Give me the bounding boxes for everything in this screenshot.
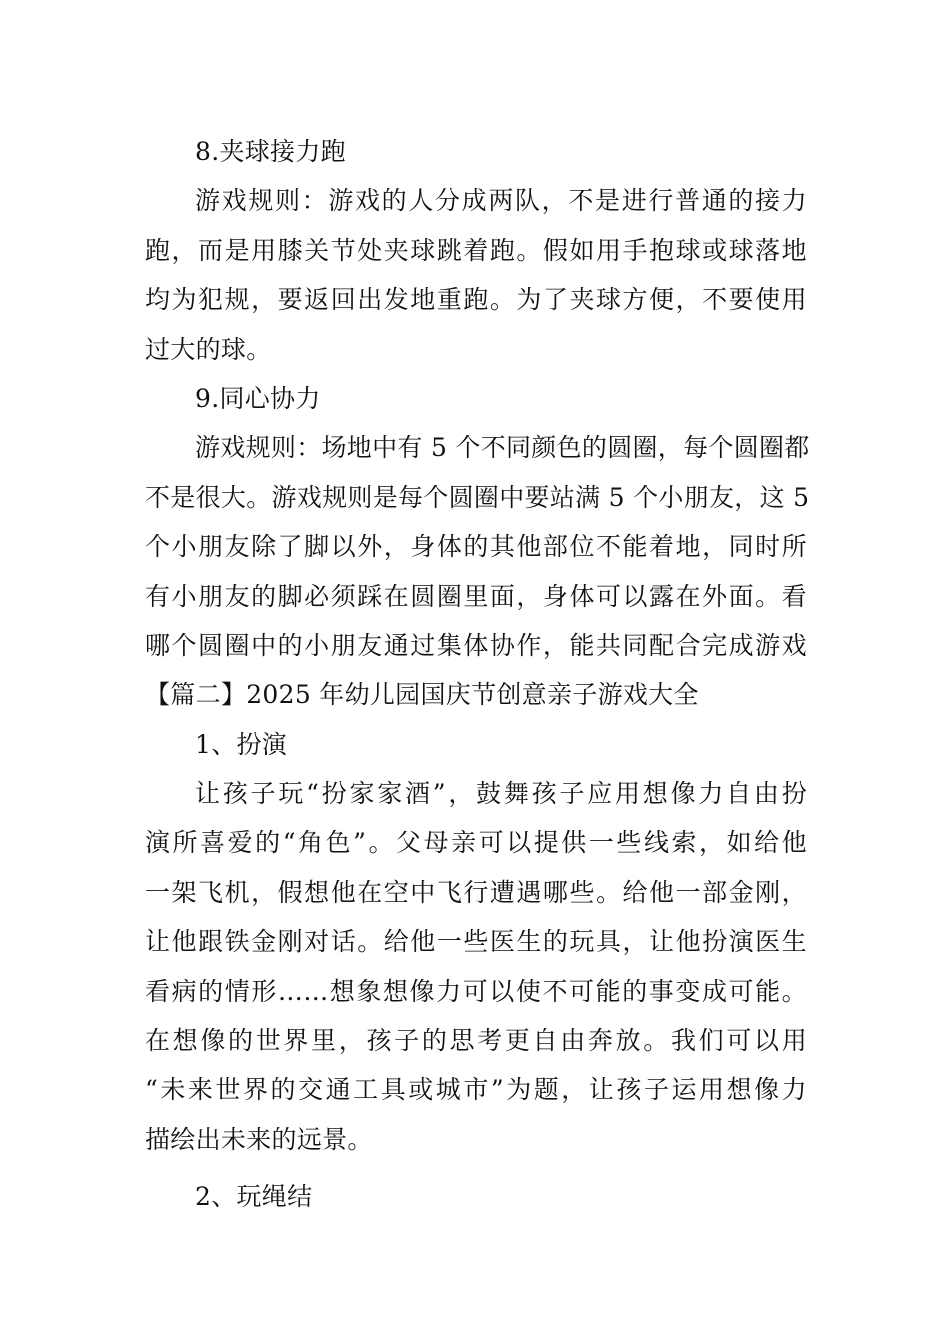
paragraph-line: 演所喜爱的“角色”。父母亲可以提供一些线索，如给他 xyxy=(145,828,807,858)
paragraph-line: 个小朋友除了脚以外，身体的其他部位不能着地，同时所 xyxy=(145,532,807,562)
paragraph-line: 描绘出未来的远景。 xyxy=(145,1124,373,1154)
paragraph-line: 不是很大。游戏规则是每个圆圈中要站满 5 个小朋友，这 5 xyxy=(145,482,810,512)
paragraph-line: 均为犯规，要返回出发地重跑。为了夹球方便，不要使用 xyxy=(145,285,807,315)
paragraph-line: 过大的球。 xyxy=(145,334,272,364)
part-two-title: 【篇二】2025 年幼儿园国庆节创意亲子游戏大全 xyxy=(145,680,699,710)
section-heading-8: 8.夹球接力跑 xyxy=(195,137,346,166)
paragraph-line: 游戏规则：游戏的人分成两队，不是进行普通的接力 xyxy=(195,186,807,216)
section-heading-2: 2、玩绳结 xyxy=(195,1182,313,1212)
paragraph-line: 让他跟铁金刚对话。给他一些医生的玩具，让他扮演医生 xyxy=(145,927,807,957)
paragraph-line: 跑，而是用膝关节处夹球跳着跑。假如用手抱球或球落地 xyxy=(145,235,807,265)
paragraph-line: “未来世界的交通工具或城市”为题，让孩子运用想像力 xyxy=(145,1075,807,1105)
paragraph-line: 让孩子玩“扮家家酒”，鼓舞孩子应用想像力自由扮 xyxy=(195,779,807,809)
paragraph-line: 在想像的世界里，孩子的思考更自由奔放。我们可以用 xyxy=(145,1026,807,1056)
paragraph-line: 游戏规则：场地中有 5 个不同颜色的圆圈，每个圆圈都 xyxy=(195,433,810,463)
document-body xyxy=(145,127,810,1222)
paragraph-line: 有小朋友的脚必须踩在圆圈里面，身体可以露在外面。看 xyxy=(145,581,807,611)
paragraph-line: 哪个圆圈中的小朋友通过集体协作，能共同配合完成游戏 xyxy=(145,630,807,660)
paragraph-line: 看病的情形……想象想像力可以使不可能的事变成可能。 xyxy=(145,976,807,1006)
paragraph-line: 一架飞机，假想他在空中飞行遭遇哪些。给他一部金刚， xyxy=(145,877,807,907)
section-heading-1: 1、扮演 xyxy=(195,729,288,759)
paragraph-gap xyxy=(145,1164,807,1172)
section-heading-9: 9.同心协力 xyxy=(195,383,321,413)
